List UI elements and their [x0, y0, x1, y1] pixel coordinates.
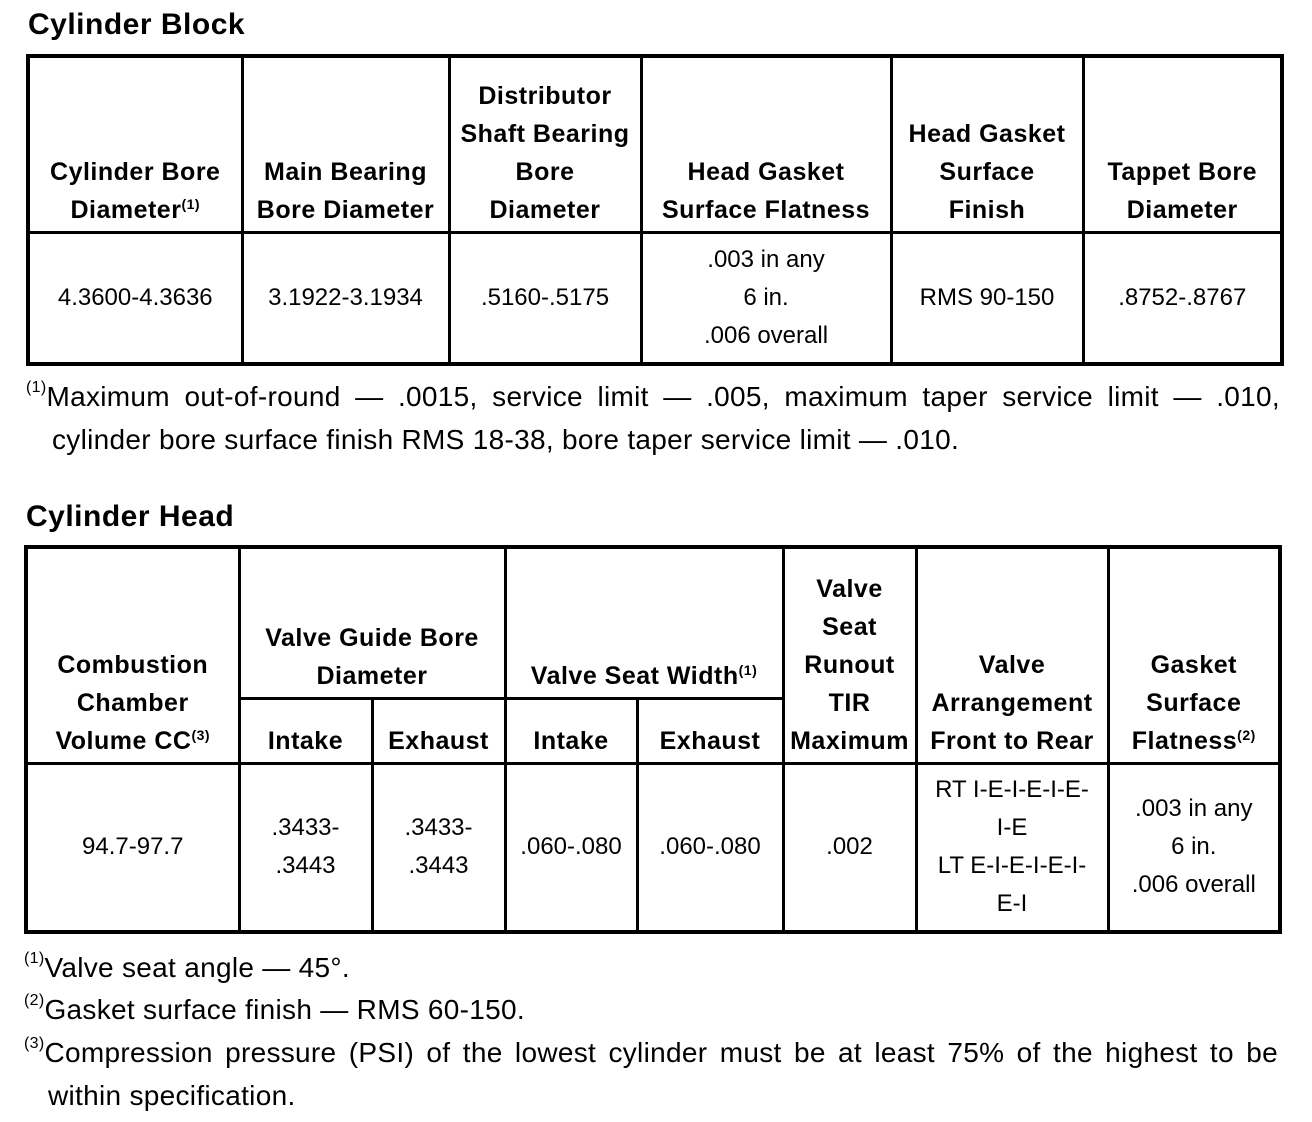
- main-bearing-bore-diameter-header: Main Bearing Bore Diameter: [242, 56, 449, 232]
- head-gasket-surface-flatness-value: .003 in any 6 in. .006 overall: [641, 232, 891, 364]
- tappet-bore-diameter-value: .8752-.8767: [1083, 232, 1282, 364]
- valve-guide-intake-header: Intake: [239, 698, 372, 763]
- gasket-surface-flatness-header: Gasket Surface Flatness$^{(2)}$: [1108, 547, 1280, 763]
- cylinder-head-value-row: [26, 763, 1280, 932]
- valve-guide-bore-diameter-header: Valve Guide Bore Diameter: [239, 547, 505, 698]
- cylinder-head-title: Cylinder Head: [26, 500, 235, 533]
- head-gasket-surface-finish-value: RMS 90-150: [891, 232, 1083, 364]
- cylinder-bore-diameter-header: Cylinder Bore Diameter$^{(1)}$: [28, 56, 242, 232]
- valve-seat-runout-value: .002: [783, 763, 916, 932]
- cylinder-bore-diameter-value: 4.3600-4.3636: [28, 232, 242, 364]
- footnote-mark: (1): [24, 950, 45, 967]
- valve-seat-intake-header: Intake: [505, 698, 637, 763]
- head-gasket-surface-finish-header: Head Gasket Surface Finish: [891, 56, 1083, 232]
- valve-guide-exhaust-value: .3433- .3443: [372, 763, 505, 932]
- cylinder-block-value-row: [28, 232, 1282, 364]
- distributor-shaft-bearing-bore-diameter-value: .5160-.5175: [449, 232, 641, 364]
- valve-seat-width-header: Valve Seat Width$^{(1)}$: [505, 547, 783, 698]
- footnote-mark: (2): [24, 992, 45, 1009]
- cylinder-head-footnote-3: $^{(3)}$Compression pressure (PSI) of the lowest cylinder must be at least 75% of the highest to be within specification.: [24, 1035, 1278, 1111]
- valve-seat-intake-value: .060-.080: [505, 763, 637, 932]
- valve-arrangement-value: RT I-E-I-E-I-E- I-E LT E-I-E-I-E-I- E-I: [916, 763, 1108, 932]
- cylinder-block-title: Cylinder Block: [28, 8, 246, 41]
- gasket-surface-flatness-value: .003 in any 6 in. .006 overall: [1108, 763, 1280, 932]
- cylinder-block-table: [26, 54, 1284, 366]
- distributor-shaft-bearing-bore-diameter-header: Distributor Shaft Bearing Bore Diameter: [449, 56, 641, 232]
- head-gasket-surface-flatness-header: Head Gasket Surface Flatness: [641, 56, 891, 232]
- tappet-bore-diameter-header: Tappet Bore Diameter: [1083, 56, 1282, 232]
- valve-seat-exhaust-value: .060-.080: [637, 763, 783, 932]
- valve-seat-exhaust-header: Exhaust: [637, 698, 783, 763]
- footnote-ref: (2): [1237, 726, 1256, 743]
- footnote-mark: (1): [26, 379, 47, 396]
- main-bearing-bore-diameter-value: 3.1922-3.1934: [242, 232, 449, 364]
- cylinder-head-table: [24, 545, 1282, 934]
- footnote-ref: (1): [181, 195, 201, 212]
- valve-guide-intake-value: .3433- .3443: [239, 763, 372, 932]
- combustion-chamber-volume-value: 94.7-97.7: [26, 763, 239, 932]
- footnote-ref: (3): [191, 726, 211, 743]
- cylinder-head-header-row-1: [26, 547, 1280, 698]
- valve-guide-exhaust-header: Exhaust: [372, 698, 505, 763]
- cylinder-block-footnote: $^{(1)}$Maximum out-of-round — .0015, service limit — .005, maximum taper service limit — .010, cylinder bore surface finish RMS 18-38, bore taper service limit — .010.: [26, 379, 1280, 455]
- footnote-mark: (3): [24, 1035, 45, 1052]
- cylinder-block-header-row: [28, 56, 1282, 232]
- combustion-chamber-volume-header: Combustion Chamber Volume CC$^{(3)}$: [26, 547, 239, 763]
- footnote-ref: (1): [738, 661, 758, 678]
- cylinder-head-footnote-1: $^{(1)}$Valve seat angle — 45°.: [24, 950, 351, 983]
- cylinder-head-footnote-2: $^{(2)}$Gasket surface finish — RMS 60-150.: [24, 992, 525, 1025]
- valve-seat-runout-header: Valve Seat Runout TIR Maximum: [783, 547, 916, 763]
- valve-arrangement-header: Valve Arrangement Front to Rear: [916, 547, 1108, 763]
